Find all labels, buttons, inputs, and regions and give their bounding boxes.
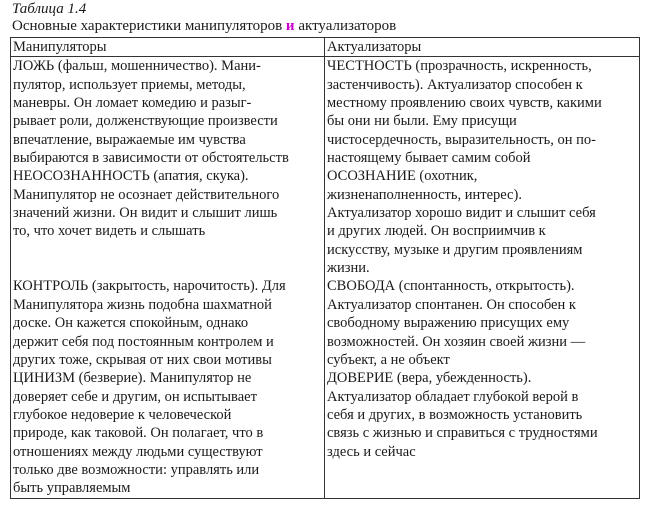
text-line: жизненаполненность, интерес). (327, 186, 522, 203)
caption-text-end: актуализаторов (294, 18, 397, 34)
text-line: держит себя под постоянным контролем и (13, 333, 274, 350)
table-header-row (11, 38, 640, 57)
text-line: других тоже, скрывая от них свои мотивы (13, 351, 272, 368)
text-line: искусству, музыке и другим проявлениям (327, 241, 583, 258)
text-line: глубокое недоверие к человеческой (13, 406, 232, 423)
text-line: Актуализатор хорошо видит и слышит себя (327, 205, 596, 222)
text-line: чистосердечность, выразительность, он по- (327, 131, 596, 148)
text-line: КОНТРОЛЬ (закрытость, нарочитость). Для (13, 278, 286, 295)
text-line: связь с жизнью и справиться с трудностями (327, 425, 598, 442)
text-line: Манипулятор не осознает действительного (13, 186, 280, 203)
spacer (13, 241, 321, 259)
table-caption (12, 17, 396, 35)
text-line: ДОВЕРИЕ (вера, убежденность). (327, 370, 532, 387)
text-line: ЛОЖЬ (фальш, мошенничество). Мани- (13, 58, 261, 75)
text-line: себя и других, в возможность установить (327, 406, 583, 423)
text-line: субъект, а не объект (327, 351, 450, 368)
text-line: рывает роли, долженствующие произвести (13, 113, 278, 130)
text-line: природе, как таковой. Он полагает, что в (13, 425, 264, 442)
text-line: ЧЕСТНОСТЬ (прозрачность, искренность, (327, 58, 592, 75)
text-line: и других людей. Он восприимчив к (327, 223, 546, 240)
caption-highlight: и (285, 18, 295, 34)
caption-text-start: Основные характеристики манипуляторов (12, 18, 286, 34)
text-line: жизни. (327, 260, 370, 277)
text-line: маневры. Он ломает комедию и разыг- (13, 95, 252, 112)
text-line: пулятор, использует приемы, методы, (13, 76, 246, 93)
text-line: доске. Он кажется спокойным, однако (13, 315, 249, 332)
text-line: СВОБОДА (спонтанность, открытость). (327, 278, 575, 295)
text-line: доверяет себе и другим, он испытывает (13, 388, 257, 405)
text-line: застенчивость). Актуализатор способен к (327, 76, 583, 93)
spacer (13, 259, 321, 277)
text-line: то, что хочет видеть и слышать (13, 223, 206, 240)
text-line: НЕОСОЗНАННОСТЬ (апатия, скука). (13, 168, 249, 185)
text-line: бы они ни были. Ему присущи (327, 113, 517, 130)
text-line: настоящему бывает самим собой (327, 150, 531, 167)
cell-actualizers (325, 57, 640, 498)
cell-manipulators (11, 57, 325, 498)
text-line: свободному выражению присущих ему (327, 315, 570, 332)
text-line: Актуализатор спонтанен. Он способен к (327, 296, 576, 313)
text-line: только две возможности: управлять или (13, 461, 260, 478)
text-line: Манипулятора жизнь подобна шахматной (13, 296, 272, 313)
text-line: Актуализатор обладает глубокой верой в (327, 388, 579, 405)
text-line: отношениях между людьми существуют (13, 443, 263, 460)
text-line: значений жизни. Он видит и слышит лишь (13, 205, 278, 222)
table-body-row (11, 57, 640, 498)
table-number: Таблица 1.4 (12, 1, 87, 17)
header-actualizers: Актуализаторы (325, 38, 640, 57)
text-line: местному проявлению своих чувств, какими (327, 95, 602, 112)
text-line: возможностей. Он хозяин своей жизни — (327, 333, 586, 350)
text-line: выбираются в зависимости от обстоятельств (13, 150, 289, 167)
text-line: ЦИНИЗМ (безверие). Манипулятор не (13, 370, 252, 387)
characteristics-table (10, 37, 640, 499)
text-line: впечатление, выражаемые им чувства (13, 131, 246, 148)
header-manipulators: Манипуляторы (11, 38, 325, 57)
text-line: ОСОЗНАНИЕ (охотник, (327, 168, 478, 185)
text-line: быть управляемым (13, 480, 131, 497)
text-line: здесь и сейчас (327, 443, 416, 460)
